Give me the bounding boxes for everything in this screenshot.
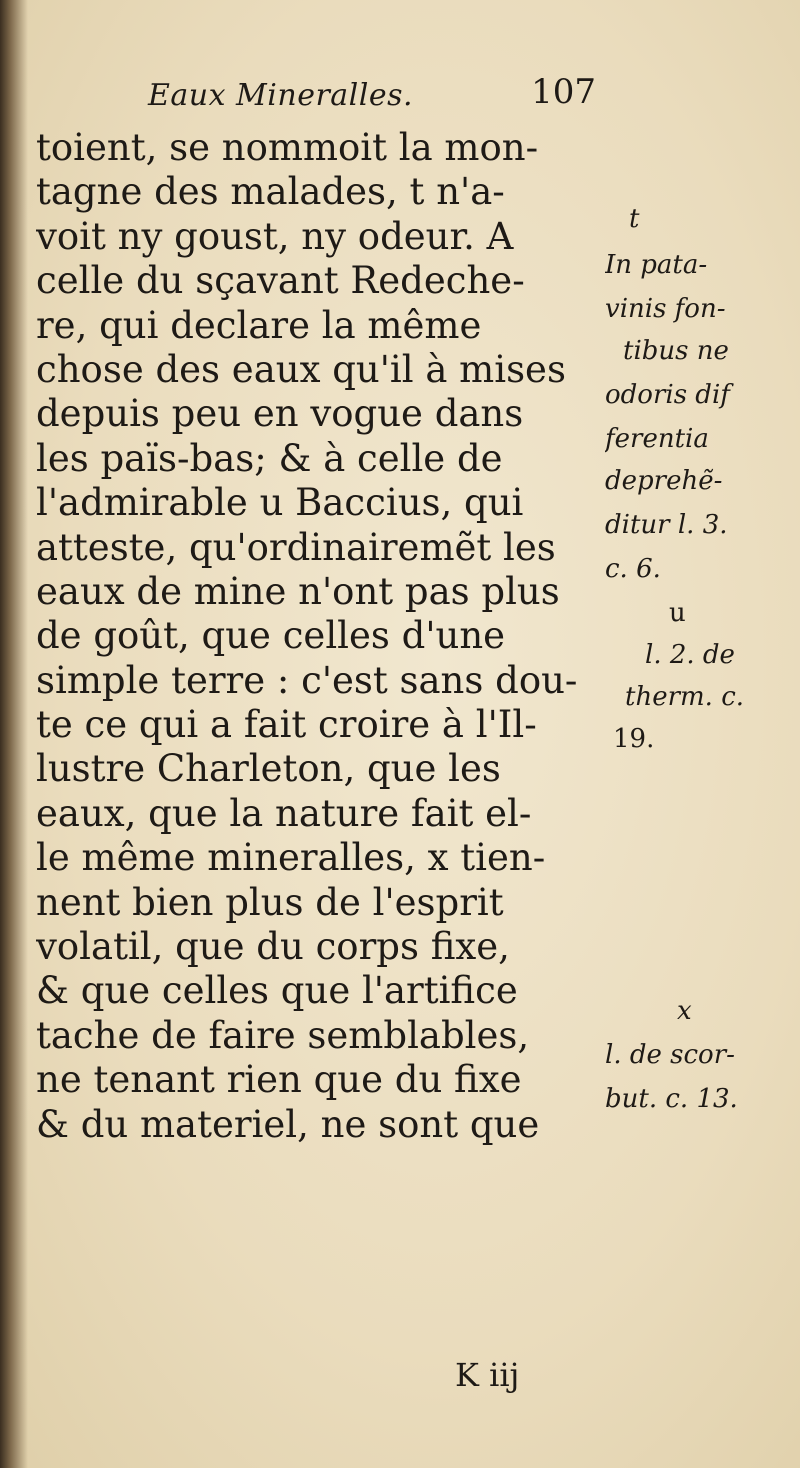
running-head: Eaux Mineralles. [148,78,414,113]
margin-note-line: but. c. 13. [605,1084,738,1114]
text-line: atteste, qu'ordinairemẽt les [36,525,556,569]
margin-note-line: deprehẽ- [605,466,723,496]
margin-note-line: ferentia [605,424,709,454]
margin-note-line: ditur l. 3. [605,510,728,540]
text-line: le même mineralles, x tien- [36,836,546,880]
text-line: tache de faire semblables, [36,1013,530,1057]
text-line: depuis peu en vogue dans [36,392,524,436]
margin-note-marker-t: t [629,204,640,234]
text-line: eaux de mine n'ont pas plus [36,569,560,613]
page-header [148,72,608,120]
binding-shadow [0,0,28,1468]
text-line: tagne des malades, t n'a- [36,170,505,214]
margin-note-line: l. 2. de [645,640,735,670]
margin-note-marker-u: u [669,598,686,628]
text-line: re, qui declare la même [36,303,482,347]
text-line: toient, se nommoit la mon- [36,126,539,169]
text-line: & du materiel, ne sont que [36,1102,540,1146]
text-line: lustre Charleton, que les [36,747,501,791]
text-line: l'admirable u Baccius, qui [36,481,524,525]
signature-mark: K iij [455,1356,520,1394]
margin-note-line: l. de scor- [605,1040,735,1070]
margin-note-line: tibus ne [623,336,729,366]
text-line: simple terre : c'est sans dou- [36,658,578,702]
margin-note-marker-x: x [677,996,692,1026]
text-line: chose des eaux qu'il à mises [36,347,566,391]
text-line: & que celles que l'artifice [36,969,518,1013]
body-text [36,126,611,1147]
text-line: celle du sçavant Redeche- [36,259,525,303]
text-line: volatil, que du corps fixe, [36,925,510,969]
text-line: voit ny goust, ny odeur. A [36,214,514,258]
text-line: les païs-bas; & à celle de [36,436,503,480]
margin-note-line: therm. c. [625,682,745,712]
text-line: nent bien plus de l'esprit [36,880,504,924]
margin-note-line: c. 6. [605,554,661,584]
margin-note-line: 19. [613,724,655,754]
margin-note-line: vinis fon- [605,294,726,324]
text-line: de goût, que celles d'une [36,614,506,658]
text-line: ne tenant rien que du fixe [36,1058,522,1102]
text-line: eaux, que la nature fait el- [36,791,532,835]
margin-note-line: odoris dif [605,380,730,410]
margin-note-line: In pata- [605,250,708,280]
text-line: te ce qui a fait croire à l'Il- [36,703,537,747]
page-number: 107 [531,72,596,112]
